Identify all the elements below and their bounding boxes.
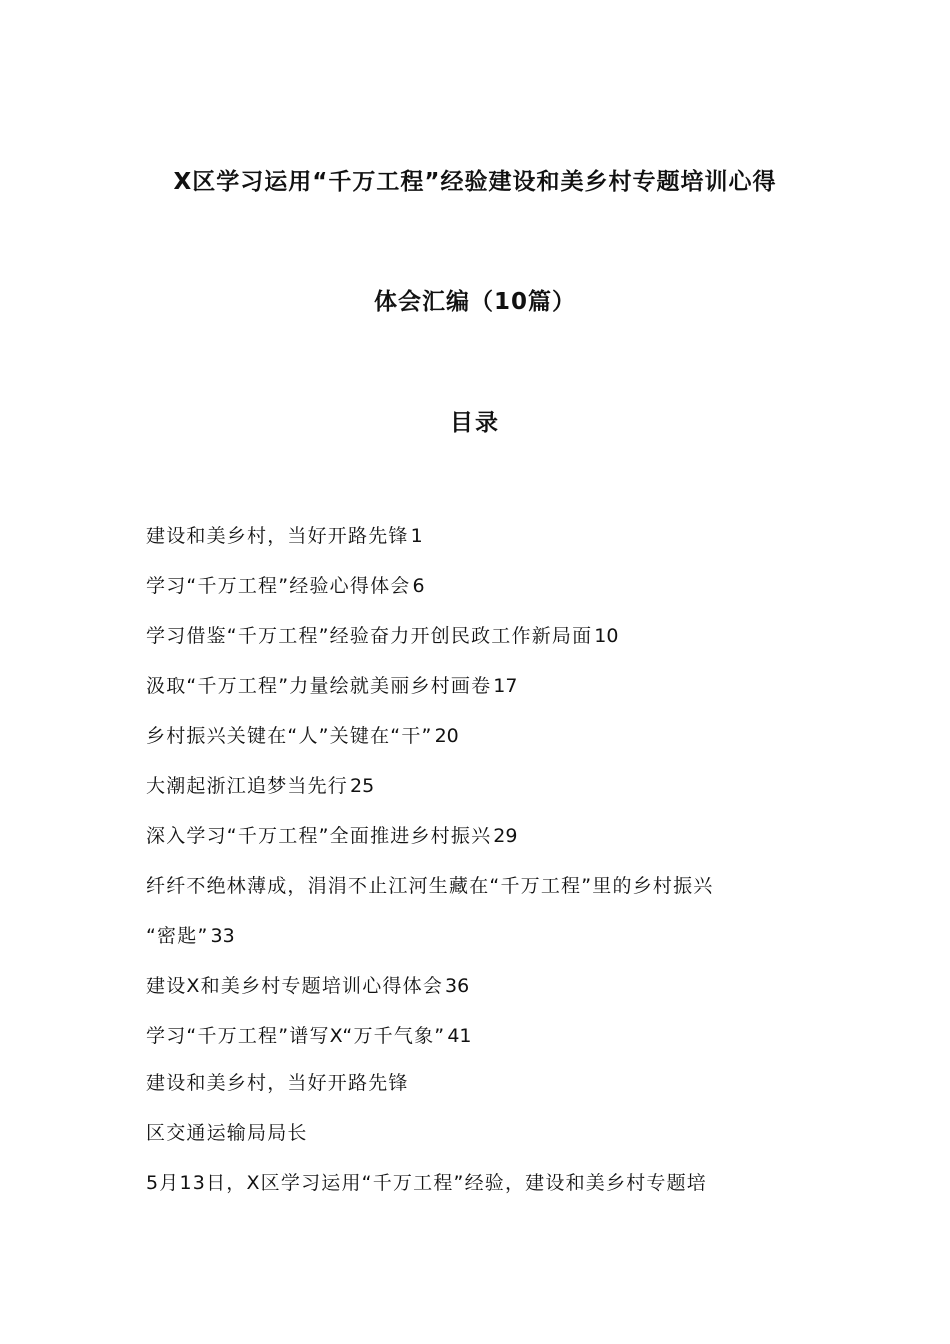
toc-entry-title: 乡村振兴关键在“人”关键在“干” — [146, 725, 433, 747]
toc-entry-page: 20 — [434, 725, 459, 747]
toc-entry-title: 汲取“千万工程”力量绘就美丽乡村画卷 — [146, 675, 492, 697]
document-title-line-2: 体会汇编（10篇） — [373, 289, 576, 315]
toc-entry-page: 33 — [210, 925, 235, 947]
toc-entry[interactable] — [146, 621, 826, 671]
toc-entry-title: 学习借鉴“千万工程”经验奋力开创民政工作新局面 — [146, 625, 593, 647]
article-title: 建设和美乡村，当好开路先锋 — [146, 1072, 409, 1094]
toc-entry[interactable] — [146, 721, 826, 771]
toc-entry[interactable] — [146, 1021, 826, 1071]
toc-entry-page: 25 — [350, 775, 375, 797]
toc-entry-page: 41 — [447, 1025, 472, 1047]
toc-heading: 目录 — [450, 410, 500, 436]
article-paragraph: 5月13日，X区学习运用“千万工程”经验，建设和美乡村专题培 — [146, 1172, 707, 1194]
article-body — [146, 1068, 826, 1218]
toc-entry-page: 17 — [493, 675, 518, 697]
toc-entry[interactable] — [146, 971, 826, 1021]
toc-entry[interactable] — [146, 521, 826, 571]
toc-entry-continuation[interactable] — [146, 921, 826, 971]
document-title-line-1: X区学习运用“千万工程”经验建设和美乡村专题培训心得 — [173, 169, 777, 195]
toc-entry-page: 1 — [410, 525, 423, 547]
toc-entry[interactable] — [146, 571, 826, 621]
toc-entry[interactable] — [146, 771, 826, 821]
toc-entry-title: 建设和美乡村，当好开路先锋 — [146, 525, 409, 547]
table-of-contents — [146, 521, 826, 1071]
toc-entry-title: 建设X和美乡村专题培训心得体会 — [146, 975, 444, 997]
toc-entry[interactable] — [146, 871, 826, 921]
toc-entry[interactable] — [146, 821, 826, 871]
toc-entry-title: 学习“千万工程”经验心得体会 — [146, 575, 411, 597]
toc-entry-page: 29 — [493, 825, 518, 847]
toc-entry-page: 6 — [412, 575, 425, 597]
toc-entry-title: 深入学习“千万工程”全面推进乡村振兴 — [146, 825, 492, 847]
toc-entry[interactable] — [146, 671, 826, 721]
toc-entry-title: 学习“千万工程”谱写X“万千气象” — [146, 1025, 446, 1047]
toc-entry-title: 大潮起浙江追梦当先行 — [146, 775, 349, 797]
toc-entry-title-line-1: 纤纤不绝林薄成，涓涓不止江河生藏在“千万工程”里的乡村振兴 — [146, 875, 714, 897]
toc-entry-page: 10 — [594, 625, 619, 647]
toc-entry-title-line-2: “密匙” — [146, 925, 209, 947]
article-author: 区交通运输局局长 — [146, 1122, 308, 1144]
toc-entry-page: 36 — [445, 975, 470, 997]
